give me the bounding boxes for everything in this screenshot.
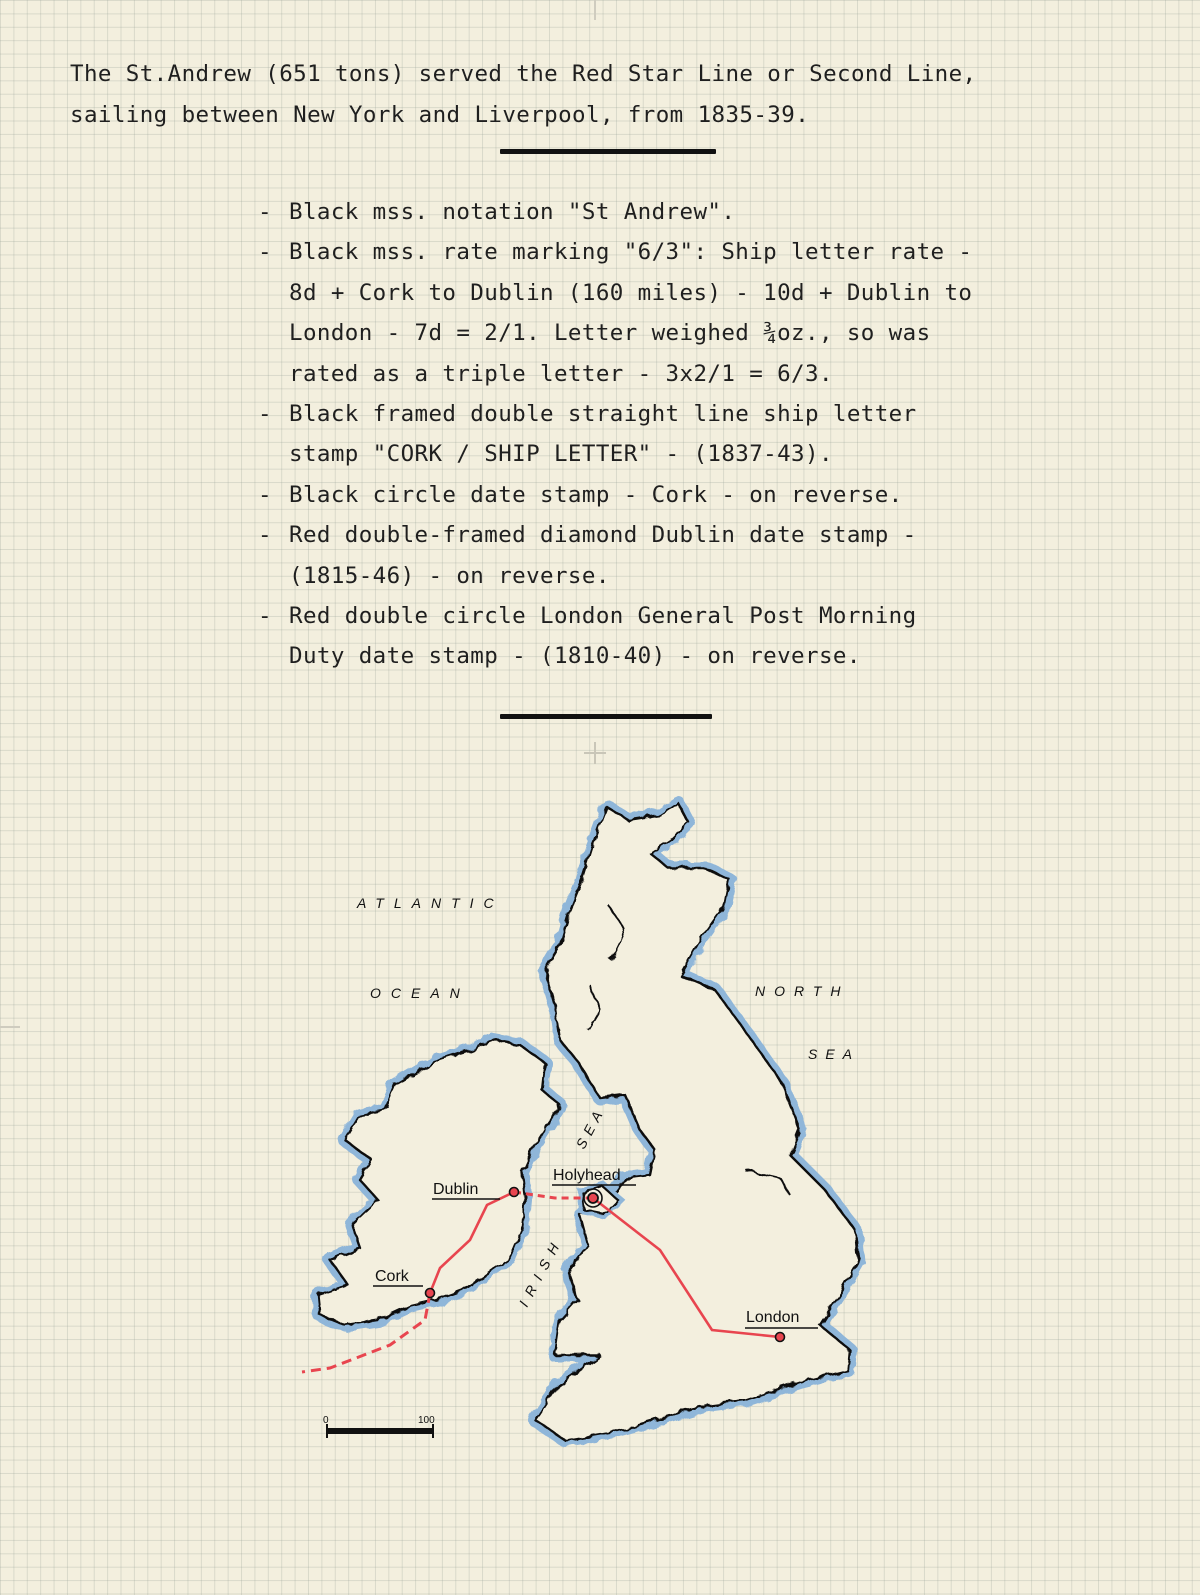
- scale-bar: [323, 1415, 435, 1438]
- note-dash: -: [258, 401, 272, 428]
- note-dash: -: [258, 522, 272, 549]
- note-line: Red double circle London General Post Morning: [289, 603, 917, 630]
- note-line: London - 7d = 2/1. Letter weighed ¾oz., so was: [289, 320, 931, 347]
- irish-sea-label: SEA: [572, 1103, 609, 1152]
- note-item: [258, 192, 1118, 232]
- note-dash: -: [258, 239, 272, 266]
- atlantic-label: ATLANTIC: [357, 895, 504, 911]
- note-line: Black framed double straight line ship letter: [289, 401, 917, 428]
- note-item: [258, 475, 1118, 515]
- note-item: [258, 394, 1118, 475]
- note-item: [258, 596, 1118, 677]
- london-label: London: [746, 1309, 800, 1326]
- holyhead-label: Holyhead: [553, 1167, 621, 1184]
- north-label: NORTH: [755, 983, 850, 999]
- note-item: [258, 232, 1118, 394]
- intro-line: The St.Andrew (651 tons) served the Red Star Line or Second Line,: [70, 61, 977, 87]
- dublin-marker: [510, 1188, 519, 1197]
- note-line: 8d + Cork to Dublin (160 miles) - 10d + Dublin to: [289, 279, 973, 306]
- holyhead-marker: [588, 1193, 598, 1203]
- dublin-label: Dublin: [433, 1181, 479, 1198]
- london-marker: [776, 1333, 785, 1342]
- scale-start-label: 0: [323, 1415, 329, 1426]
- note-line: rated as a triple letter - 3x2/1 = 6/3.: [289, 360, 833, 387]
- north-sea-label: SEA: [808, 1046, 861, 1062]
- note-line: Black circle date stamp - Cork - on reverse.: [289, 481, 903, 508]
- note-line: stamp "CORK / SHIP LETTER" - (1837-43).: [289, 441, 833, 468]
- note-dash: -: [258, 199, 272, 225]
- irish-label: IRISH: [515, 1233, 566, 1310]
- cork-label: Cork: [375, 1268, 409, 1285]
- note-line: Black mss. notation "St Andrew".: [289, 199, 736, 225]
- note-item: [258, 515, 1118, 596]
- note-line: Duty date stamp - (1810-40) - on reverse.: [289, 643, 861, 670]
- british-isles-map: [0, 770, 1200, 1490]
- ocean-label: OCEAN: [370, 985, 470, 1001]
- cork-marker: [426, 1289, 435, 1298]
- divider-rule: [500, 149, 716, 154]
- registration-cross-mark: [582, 0, 608, 22]
- divider-rule: [500, 714, 712, 719]
- intro-paragraph: [70, 54, 1150, 136]
- registration-cross-mark: [582, 740, 608, 766]
- notes-list: [258, 192, 1118, 677]
- note-dash: -: [258, 481, 272, 508]
- note-line: Black mss. rate marking "6/3": Ship letter rate -: [289, 239, 973, 266]
- intro-line: sailing between New York and Liverpool, from 1835-39.: [70, 102, 810, 128]
- scale-end-label: 100: [418, 1415, 435, 1426]
- note-line: Red double-framed diamond Dublin date stamp -: [289, 522, 917, 549]
- note-line: (1815-46) - on reverse.: [289, 562, 610, 589]
- scale-bar-rule: [326, 1428, 434, 1434]
- note-dash: -: [258, 603, 272, 630]
